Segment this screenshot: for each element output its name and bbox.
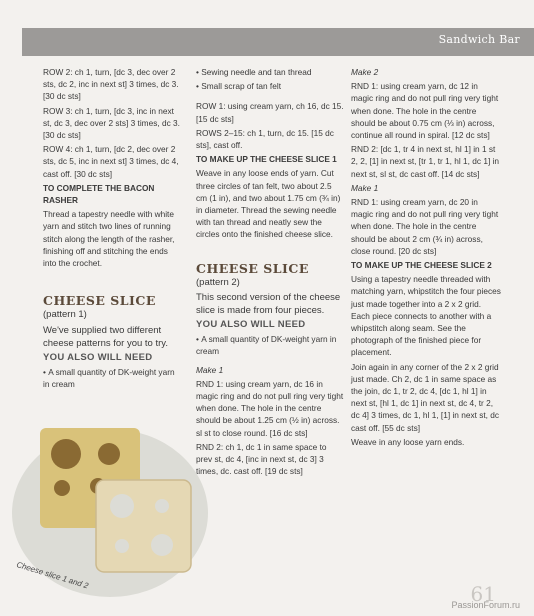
page-number: 61	[470, 582, 496, 606]
photo-caption: Cheese slice 1 and 2	[15, 560, 90, 591]
bacon-complete-heading: TO COMPLETE THE BACON RASHER	[43, 182, 155, 206]
rnd-2-make-2-instruction: RND 2: [dc 1, tr 4 in next st, hl 1] in 1 st 2, 2, [1] in next st, [tr 1, tr 1, hl 1, dc 1] in next st, sl st, dc cast off. [14 dc sts]	[351, 144, 500, 179]
rnd-2-instruction: RND 2: ch 1, dc 1 in same space to prev st, dc 4, [inc in next st, dc 3] 3 times, dc. cast off. [19 dc sts]	[196, 441, 327, 477]
pattern-2-label: (pattern 2)	[196, 276, 240, 288]
row-1-instruction: ROW 1: using cream yarn, ch 16, dc 15. [15 dc sts]	[196, 101, 344, 124]
makeup-slice-2-text: Using a tapestry needle threaded with matching yarn, whipstitch the four pieces just made together into a 2 x 2 grid. Each piece connects to another with a whipstitch along seam. See the photograph of the finished piece for placement.	[351, 274, 501, 358]
cheese-hole-medium	[98, 443, 120, 465]
cheese-hole-large	[51, 439, 81, 469]
join-instruction: Join again in any corner of the 2 x 2 grid just made. Ch 2, dc 1 in same space as the join, dc 1, tr 2, dc 4, [dc 1, hl 1] in next st, [hl 1, dc 1] in next st, dc 4, tr 2, dc 4] 3 times, dc 1, hl 1, [1] in next st, dc cast off. [55 dc sts]	[351, 361, 500, 433]
rnd-1-large-instruction: RND 1: using cream yarn, dc 20 in magic ring and do not pull ring very tight when done. The hole in the centre should be about 2 cm (¾ in) across, close round. [20 dc sts]	[351, 197, 499, 256]
column-3	[351, 66, 501, 450]
cheese-slice-1-title: CHEESE SLICE	[43, 293, 156, 309]
pattern-1-label: (pattern 1)	[43, 309, 87, 321]
rnd-1-make-2-instruction: RND 1: using cream yarn, dc 12 in magic ring and do not pull ring very tight when done. The hole in the centre should be about 0.75 cm (⅓ in) across, continue all round in spiral. [12 dc sts]	[351, 81, 499, 141]
cheese-2-hole	[155, 499, 169, 513]
header-bar	[22, 28, 534, 56]
makeup-slice-2-heading: TO MAKE UP THE CHEESE SLICE 2	[351, 260, 492, 271]
page-header-title: Sandwich Bar	[438, 33, 520, 46]
row-3-instruction: ROW 3: ch 1, turn, [dc 3, inc in next st, dc 3, dec over 2 sts] 3 times, dc 3. [30 dc sts]	[43, 105, 180, 141]
row-4-instruction: ROW 4: ch 1, turn, [dc 2, dec over 2 sts, dc 5, inc in next st] 3 times, dc 4, cast off. [30 dc sts]	[43, 144, 179, 179]
also-need-heading-2: YOU ALSO WILL NEED	[196, 319, 306, 331]
make-1-large-label: Make 1	[351, 182, 379, 193]
also-need-heading: YOU ALSO WILL NEED	[43, 351, 153, 363]
cheese-2-hole	[110, 494, 134, 518]
need-item-yarn-2: • A small quantity of DK-weight yarn in cream	[196, 333, 344, 357]
rnd-1-instruction: RND 1: using cream yarn, dc 16 in magic ring and do not pull ring very tight when done. The hole in the centre should be about 1.25 cm (½ in) across. sl st to close round. [16 dc sts]	[196, 378, 344, 438]
row-2-instruction: ROW 2: ch 1, turn, [dc 3, dec over 2 sts, dc 2, inc in next st] 3 times, dc 3. [30 dc sts]	[43, 67, 179, 102]
cheese-2-intro-text: This second version of the cheese slice is made from four pieces.	[196, 292, 341, 317]
column-2	[196, 66, 344, 479]
need-item-felt: • Small scrap of tan felt	[196, 80, 344, 92]
cheese-intro-text: We've supplied two different cheese patterns for you to try.	[43, 324, 168, 349]
cheese-hole-small	[54, 480, 70, 496]
column-1	[43, 66, 183, 392]
makeup-slice-1-text: Weave in any loose ends of yarn. Cut three circles of tan felt, two about 2.5 cm (1 in), and two about 1.75 cm (¾ in) in diameter. Thread the sewing needle with tan thread and neatly sew the circles onto the finished cheese slice.	[196, 168, 341, 240]
cheese-slice-2	[96, 480, 191, 572]
make-2-label: Make 2	[351, 67, 379, 77]
need-item-sewing-needle: • Sewing needle and tan thread	[196, 66, 344, 78]
need-item-yarn: • A small quantity of DK-weight yarn in cream	[43, 366, 183, 390]
cheese-2-hole	[115, 539, 129, 553]
bacon-complete-text: Thread a tapestry needle with white yarn and stitch two lines of running stitch along the length of the rasher, finishing off and stitching the ends into the crochet.	[43, 209, 175, 269]
weave-instruction: Weave in any loose yarn ends.	[351, 436, 465, 447]
cheese-slice-2-title: CHEESE SLICE	[196, 260, 309, 276]
rows-2-15-instruction: ROWS 2–15: ch 1, turn, dc 15. [15 dc sts], cast off.	[196, 127, 334, 151]
make-1-label: Make 1	[196, 364, 224, 375]
cheese-2-hole	[151, 534, 173, 556]
watermark-text: PassionForum.ru	[451, 600, 520, 610]
makeup-slice-1-heading: TO MAKE UP THE CHEESE SLICE 1	[196, 154, 337, 165]
